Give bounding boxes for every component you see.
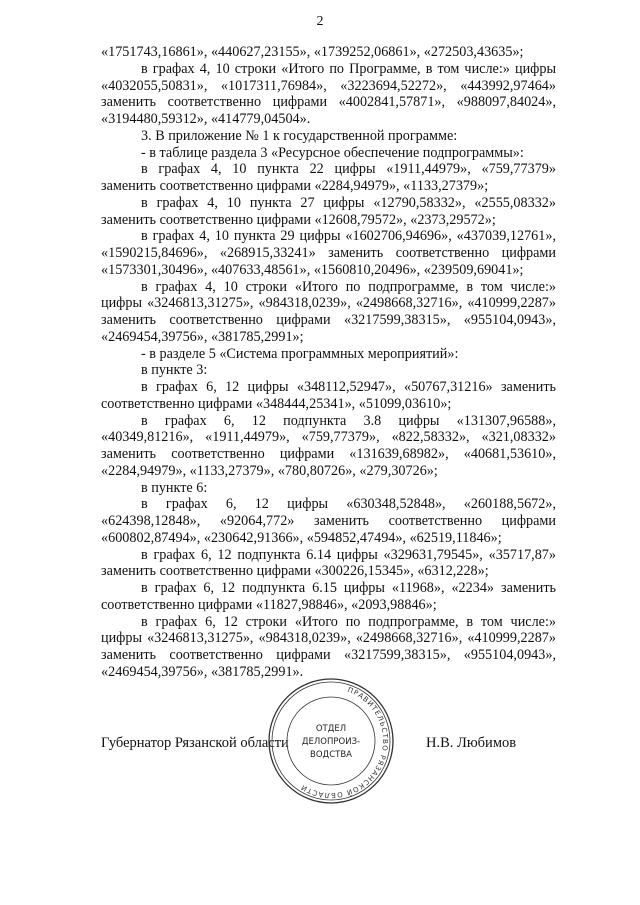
page-number: 2 [316,14,324,29]
paragraph: в графах 6, 12 подпункта 6.15 цифры «11968», «2234» заменить соответственно цифрами «11827,98846», «2093,98846»; [101,580,556,613]
svg-text:ВОДСТВА: ВОДСТВА [310,750,352,760]
paragraph: в графах 4, 10 строки «Итого по подпрограмме, в том числе:» цифры «3246813,31275», «984318,0239», «2498668,32716», «410999,2287» заменить соответственно цифрами «3217599,38315», «955104,0943», «2469454,39756», «381785,2991»; [101,278,556,345]
paragraph: в пункте 3: [141,362,208,379]
paragraph: в графах 6, 12 цифры «348112,52947», «50767,31216» заменить соответственно цифрами «348444,25341», «51099,03610»; [101,379,556,412]
document-body [101,44,556,681]
paragraph: в графах 6, 12 подпункта 3.8 цифры «131307,96588», «40349,81216», «1911,44979», «759,77379», «822,58332», «321,08332» заменить соответственно цифрами «131639,68982», «40681,53610», «2284,94979», «1133,27379», «780,80726», «279,30726»; [101,412,556,479]
paragraph: в графах 4, 10 пункта 29 цифры «1602706,94696», «437039,12761», «1590215,84696», «268915,33241» заменить соответственно цифрами «1573301,30496», «407633,48561», «1560810,20496», «239509,69041»; [101,228,556,278]
paragraph: в графах 6, 12 цифры «630348,52848», «260188,5672», «624398,12848», «92064,772» заменить соответственно цифрами «600802,87494», «230642,91366», «594852,47494», «62519,11846»; [101,496,556,546]
official-stamp [266,676,396,806]
svg-text:ОТДЕЛ: ОТДЕЛ [315,724,347,734]
paragraph: в графах 6, 12 подпункта 6.14 цифры «329631,79545», «35717,87» заменить соответственно цифрами «300226,15345», «6312,228»; [101,546,556,580]
paragraph: в графах 4, 10 пункта 27 цифры «12790,58332», «2555,08332» заменить соответственно цифрами «12608,79572», «2373,29572»; [101,194,556,228]
svg-text:ПРАВИТЕЛЬСТВО РЯЗАНСКОЙ ОБЛАСТ: ПРАВИТЕЛЬСТВО РЯЗАНСКОЙ ОБЛАСТИ [299,685,390,800]
paragraph: - в разделе 5 «Система программных мероприятий»: [141,345,459,362]
paragraph: «1751743,16861», «440627,23155», «1739252,06861», «272503,43635»; [101,44,524,60]
paragraph: в графах 6, 12 строки «Итого по подпрограмме, в том числе:» цифры «3246813,31275», «984318,0239», «2498668,32716», «410999,2287» заменить соответственно цифрами «3217599,38315», «955104,0943», «2469454,39756», «381785,2991». [101,613,556,680]
paragraph: в графах 4, 10 строки «Итого по Программе, в том числе:» цифры «4032055,50831», «1017311,76984», «3223694,52272», «443992,97464» заменить соответственно цифрами «4002841,57871», «988097,84024», «3194480,59312», «414779,04504». [101,60,556,127]
signature-name: Н.В. Любимов [426,735,517,751]
paragraph: в графах 4, 10 пункта 22 цифры «1911,44979», «759,77379» заменить соответственно цифрами «2284,94979», «1133,27379»; [101,161,556,194]
signature-position: Губернатор Рязанской области [101,735,289,751]
paragraph: - в таблице раздела 3 «Ресурсное обеспечение подпрограммы»: [141,144,524,161]
svg-text:ДЕЛОПРОИЗ-: ДЕЛОПРОИЗ- [301,737,361,747]
paragraph: 3. В приложение № 1 к государственной программе: [141,127,458,144]
paragraph: в пункте 6: [141,479,208,496]
